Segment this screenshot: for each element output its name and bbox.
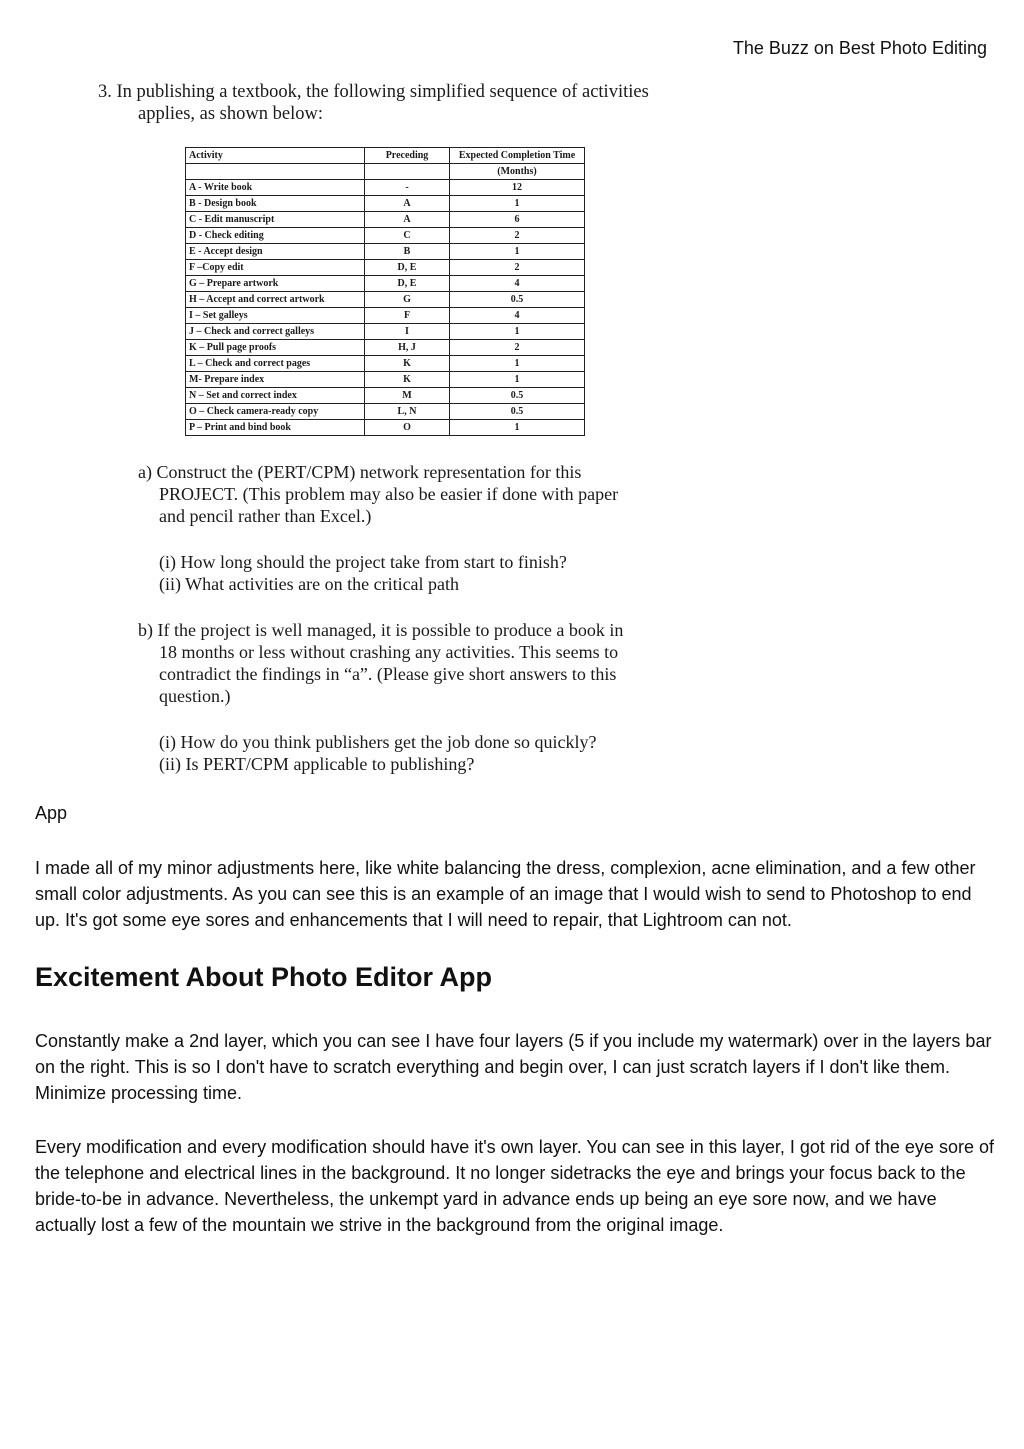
table-row: [186, 276, 585, 292]
part-a-line1: a) Construct the (PERT/CPM) network representation for this: [138, 462, 582, 482]
problem-intro-line1: 3. In publishing a textbook, the following simplified sequence of activities: [98, 82, 649, 102]
table-row: [186, 212, 585, 228]
activity-cell: O – Check camera-ready copy: [186, 404, 365, 420]
time-cell: 1: [450, 420, 585, 436]
activity-cell: L – Check and correct pages: [186, 356, 365, 372]
activity-cell: G – Prepare artwork: [186, 276, 365, 292]
preceding-cell: B: [365, 244, 450, 260]
header-completion-time: Expected Completion Time: [450, 148, 585, 164]
activity-cell: K – Pull page proofs: [186, 340, 365, 356]
preceding-cell: K: [365, 372, 450, 388]
preceding-cell: A: [365, 196, 450, 212]
article-heading: Excitement About Photo Editor App: [35, 962, 492, 992]
preceding-cell: L, N: [365, 404, 450, 420]
part-a-question-1: (i) How long should the project take from start to finish?: [159, 552, 567, 572]
table-row: [186, 388, 585, 404]
activity-cell: A - Write book: [186, 180, 365, 196]
part-b-line3: contradict the findings in “a”. (Please give short answers to this: [159, 664, 617, 684]
preceding-cell: -: [365, 180, 450, 196]
preceding-cell: G: [365, 292, 450, 308]
time-cell: 2: [450, 260, 585, 276]
preceding-cell: A: [365, 212, 450, 228]
table-row: [186, 404, 585, 420]
table-row: [186, 292, 585, 308]
activity-cell: C - Edit manuscript: [186, 212, 365, 228]
table-row: [186, 372, 585, 388]
time-cell: 1: [450, 356, 585, 372]
part-a-question-2: (ii) What activities are on the critical path: [159, 574, 460, 594]
page-header-title: The Buzz on Best Photo Editing: [732, 38, 987, 58]
activity-cell: N – Set and correct index: [186, 388, 365, 404]
part-b-line1: b) If the project is well managed, it is possible to produce a book in: [138, 620, 624, 640]
table-header-row: [186, 148, 585, 164]
part-b-question-1: (i) How do you think publishers get the job done so quickly?: [159, 732, 597, 752]
activity-cell: H – Accept and correct artwork: [186, 292, 365, 308]
table-row: [186, 324, 585, 340]
time-cell: 2: [450, 228, 585, 244]
preceding-cell: F: [365, 308, 450, 324]
article-paragraph-3: Every modification and every modification should have it's own layer. You can see in this layer, I got rid of the eye sore of the telephone and electrical lines in the background. It no longer sidetracks the eye and brings your focus back to the bride-to-be in advance. Nevertheless, the unkempt yard in advance ends up being an eye sore now, and we have actually lost a few of the mountain we strive in the background from the original image.: [35, 1137, 994, 1235]
preceding-cell: H, J: [365, 340, 450, 356]
table-row: [186, 196, 585, 212]
preceding-cell: D, E: [365, 260, 450, 276]
table-row: [186, 228, 585, 244]
table-row: [186, 420, 585, 436]
time-cell: 4: [450, 308, 585, 324]
problem-intro: [98, 81, 649, 125]
preceding-cell: K: [365, 356, 450, 372]
app-label: App: [35, 803, 68, 823]
article-paragraph-1: I made all of my minor adjustments here, like white balancing the dress, complexion, acne elimination, and a few other small color adjustments. As you can see this is an example of an image that I would wish to send to Photoshop to end up. It's got some eye sores and enhancements that I will need to repair, that Lightroom can not.: [35, 858, 976, 930]
time-cell: 2: [450, 340, 585, 356]
activity-cell: M- Prepare index: [186, 372, 365, 388]
preceding-cell: C: [365, 228, 450, 244]
time-cell: 12: [450, 180, 585, 196]
time-cell: 1: [450, 244, 585, 260]
time-cell: 0.5: [450, 404, 585, 420]
time-cell: 0.5: [450, 388, 585, 404]
time-cell: 4: [450, 276, 585, 292]
preceding-cell: D, E: [365, 276, 450, 292]
activity-table: [185, 147, 585, 436]
time-cell: 1: [450, 324, 585, 340]
table-row: [186, 260, 585, 276]
table-body: [186, 180, 585, 436]
activity-cell: F –Copy edit: [186, 260, 365, 276]
activity-cell: P – Print and bind book: [186, 420, 365, 436]
time-cell: 1: [450, 372, 585, 388]
activity-cell: I – Set galleys: [186, 308, 365, 324]
activity-cell: B - Design book: [186, 196, 365, 212]
header-units: (Months): [450, 164, 585, 180]
questions: [138, 461, 623, 775]
preceding-cell: I: [365, 324, 450, 340]
time-cell: 1: [450, 196, 585, 212]
time-cell: 0.5: [450, 292, 585, 308]
problem-scan-image: [90, 78, 690, 788]
problem-intro-line2: applies, as shown below:: [138, 104, 323, 124]
header-activity: Activity: [186, 148, 365, 164]
activity-cell: D - Check editing: [186, 228, 365, 244]
part-a-line2: PROJECT. (This problem may also be easier if done with paper: [159, 484, 619, 504]
table-row: [186, 180, 585, 196]
table-row: [186, 340, 585, 356]
table-row: [186, 244, 585, 260]
part-b-line2: 18 months or less without crashing any activities. This seems to: [159, 642, 619, 662]
preceding-cell: O: [365, 420, 450, 436]
time-cell: 6: [450, 212, 585, 228]
table-row: [186, 308, 585, 324]
activity-cell: J – Check and correct galleys: [186, 324, 365, 340]
part-a-line3: and pencil rather than Excel.): [159, 506, 372, 526]
part-b-line4: question.): [159, 686, 231, 706]
preceding-cell: M: [365, 388, 450, 404]
activity-cell: E - Accept design: [186, 244, 365, 260]
table-subheader-row: [186, 164, 585, 180]
table-row: [186, 356, 585, 372]
article-paragraph-2: Constantly make a 2nd layer, which you can see I have four layers (5 if you include my watermark) over in the layers bar on the right. This is so I don't have to scratch everything and begin over, I can just scratch layers if I don't like them. Minimize processing time.: [35, 1031, 992, 1103]
part-b-question-2: (ii) Is PERT/CPM applicable to publishing?: [159, 754, 475, 774]
header-preceding: Preceding: [365, 148, 450, 164]
